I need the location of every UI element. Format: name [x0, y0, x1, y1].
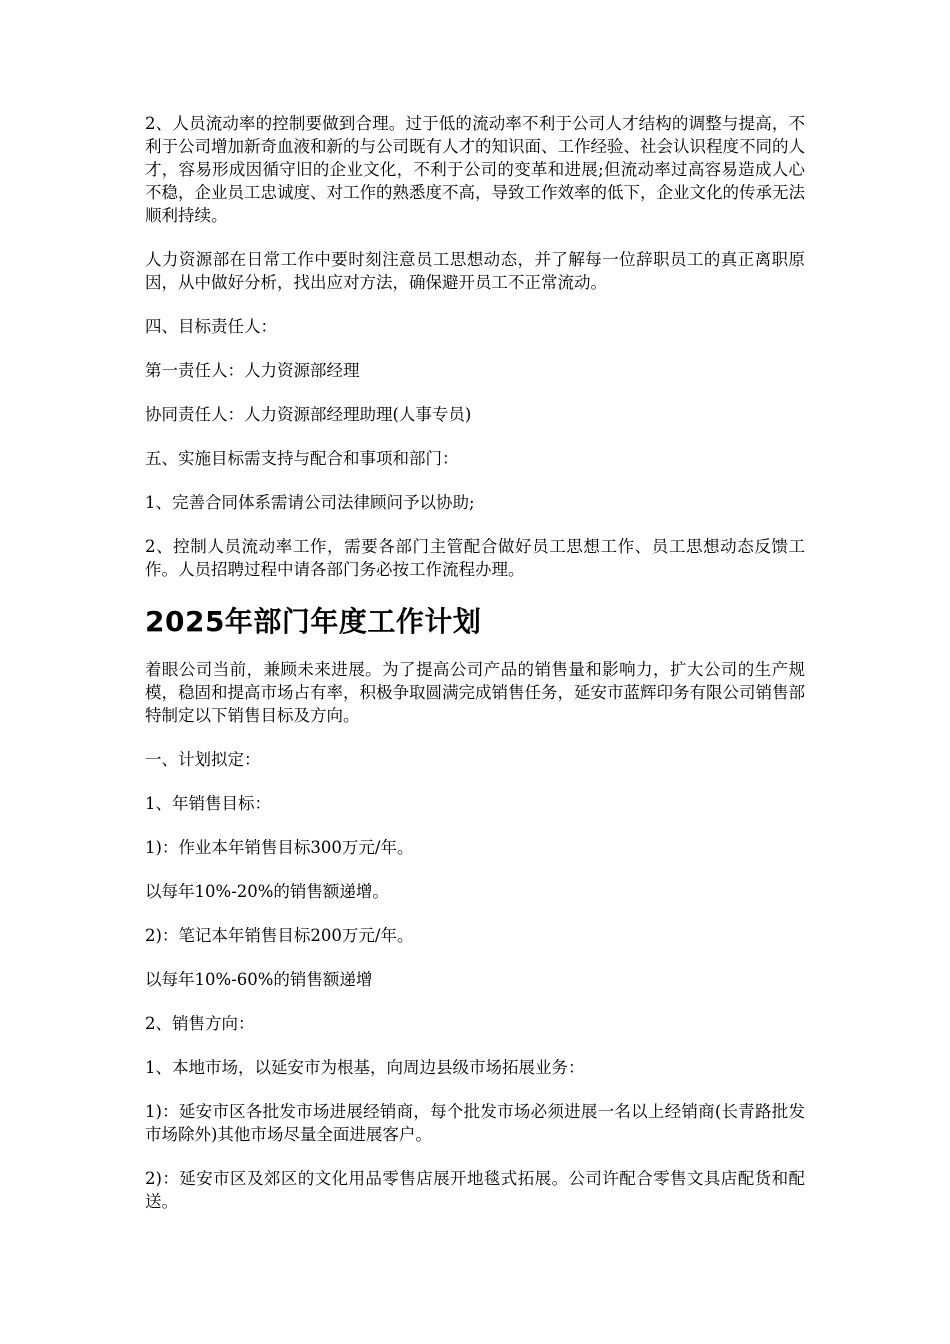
paragraph-co-responsible: 协同责任人：人力资源部经理助理(人事专员)	[145, 405, 472, 424]
paragraph-growth-1: 以每年10%-20%的销售额递增。	[145, 882, 389, 901]
document-page	[145, 112, 805, 1234]
paragraph-wholesale: 1)：延安市区各批发市场进展经销商，每个批发市场必须进展一名以上经销商(长青路批发市场除外)其他市场尽量全面进展客户。	[145, 1102, 805, 1144]
paragraph-retail: 2)：延安市区及郊区的文化用品零售店展开地毯式拓展。公司许配合零售文具店配货和配送。	[145, 1169, 805, 1211]
paragraph-annual-target: 1、年销售目标：	[145, 794, 271, 813]
paragraph-exercise-book-target: 1)：作业本年销售目标300万元/年。	[145, 838, 414, 857]
paragraph-growth-2: 以每年10%-60%的销售额递增	[145, 970, 373, 989]
section-heading-responsible: 四、目标责任人：	[145, 317, 277, 336]
paragraph-hr-monitoring: 人力资源部在日常工作中要时刻注意员工思想动态，并了解每一位辞职员工的真正离职原因，从中做好分析，找出应对方法，确保避开员工不正常流动。	[145, 250, 805, 292]
paragraph-intro: 着眼公司当前，兼顾未来进展。为了提高公司产品的销售量和影响力，扩大公司的生产规模，稳固和提高市场占有率，积极争取圆满完成销售任务，延安市蓝辉印务有限公司销售部特制定以下销售目标及方向。	[145, 660, 805, 725]
document-title: 2025年部门年度工作计划	[145, 605, 482, 638]
paragraph-contract-system: 1、完善合同体系需请公司法律顾问予以协助;	[145, 493, 475, 512]
section-heading-support: 五、实施目标需支持与配合和事项和部门：	[145, 449, 459, 468]
paragraph-notebook-target: 2)：笔记本年销售目标200万元/年。	[145, 926, 414, 945]
paragraph-local-market: 1、本地市场，以延安市为根基，向周边县级市场拓展业务：	[145, 1058, 585, 1077]
paragraph-turnover-work: 2、控制人员流动率工作，需要各部门主管配合做好员工思想工作、员工思想动态反馈工作。人员招聘过程中请各部门务必按工作流程办理。	[145, 537, 805, 579]
section-heading-plan: 一、计划拟定：	[145, 750, 261, 769]
paragraph-first-responsible: 第一责任人：人力资源部经理	[145, 361, 360, 380]
paragraph-turnover-control: 2、人员流动率的控制要做到合理。过于低的流动率不利于公司人才结构的调整与提高，不利于公司增加新奇血液和新的与公司既有人才的知识面、工作经验、社会认识程度不同的人才，容易形成因循守旧的企业文化，不利于公司的变革和进展;但流动率过高容易造成人心不稳，企业员工忠诚度、对工作的熟悉度不高，导致工作效率的低下，企业文化的传承无法顺利持续。	[145, 114, 805, 225]
section-heading-direction: 2、销售方向：	[145, 1014, 255, 1033]
